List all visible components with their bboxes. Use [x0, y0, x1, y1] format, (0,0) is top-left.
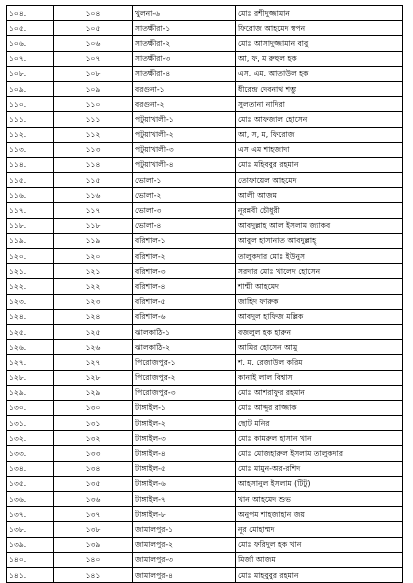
constituency-cell: ভোলা-৩ — [133, 203, 236, 218]
table-row — [7, 567, 403, 582]
seat-number-cell: ১৩৫ — [54, 476, 133, 491]
seat-number-cell: ১০৬ — [54, 36, 133, 51]
constituency-cell: বরিশাল-৬ — [133, 309, 236, 324]
serial-cell: ১৩০. — [7, 400, 54, 415]
serial-cell: ১৩৬. — [7, 492, 54, 507]
constituency-cell: টাঙ্গাইল-২ — [133, 416, 236, 431]
table-row — [7, 416, 403, 431]
constituency-cell: পটুয়াখালী-১ — [133, 112, 236, 127]
serial-cell: ১০৬. — [7, 36, 54, 51]
table-row — [7, 51, 403, 66]
seat-number-cell: ১৩৩ — [54, 446, 133, 461]
constituency-cell: পিরোজপুর-১ — [133, 355, 236, 370]
seat-number-cell: ১৩৪ — [54, 461, 133, 476]
member-name-cell: কানাই লাল বিশ্বাস — [236, 370, 403, 385]
table-row — [7, 279, 403, 294]
serial-cell: ১২৩. — [7, 294, 54, 309]
table-row — [7, 324, 403, 339]
constituency-cell: বরগুনা-১ — [133, 81, 236, 96]
member-name-cell: সরদার মোঃ খালেদ হোসেন — [236, 264, 403, 279]
member-name-cell: বজলুল হক হারুন — [236, 324, 403, 339]
member-name-cell: মির্জা আজম — [236, 552, 403, 567]
serial-cell: ১২৫. — [7, 324, 54, 339]
table-row — [7, 446, 403, 461]
seat-number-cell: ১৩২ — [54, 431, 133, 446]
serial-cell: ১১৫. — [7, 173, 54, 188]
constituency-cell: বরিশাল-৩ — [133, 264, 236, 279]
constituency-cell: টাঙ্গাইল-৩ — [133, 431, 236, 446]
seat-number-cell: ১২৭ — [54, 355, 133, 370]
serial-cell: ১০৮. — [7, 66, 54, 81]
serial-cell: ১২২. — [7, 279, 54, 294]
serial-cell: ১৩১. — [7, 416, 54, 431]
member-name-cell: মোঃ মাহবুবুর রহমান — [236, 567, 403, 582]
constituency-cell: টাঙ্গাইল-৫ — [133, 461, 236, 476]
constituency-cell: সাতক্ষীরা-৪ — [133, 66, 236, 81]
member-name-cell: আবদুল্লাহ আল ইসলাম জ্যাকব — [236, 218, 403, 233]
member-name-cell: শ. ম. রেজাউল করিম — [236, 355, 403, 370]
constituency-cell: পিরোজপুর-২ — [133, 370, 236, 385]
member-name-cell: তালুকদার মোঃ ইউনুস — [236, 249, 403, 264]
constituency-cell: জামালপুর-৩ — [133, 552, 236, 567]
constituency-cell: টাঙ্গাইল-৮ — [133, 507, 236, 522]
serial-cell: ১১৩. — [7, 142, 54, 157]
seat-number-cell: ১২১ — [54, 264, 133, 279]
serial-cell: ১০৭. — [7, 51, 54, 66]
seat-number-cell: ১২৫ — [54, 324, 133, 339]
member-name-cell: মোঃ মোজহারুল ইসলাম তালুকদার — [236, 446, 403, 461]
constituency-cell: জামালপুর-১ — [133, 522, 236, 537]
seat-number-cell: ১০৯ — [54, 81, 133, 96]
serial-cell: ১৩২. — [7, 431, 54, 446]
constituency-cell: ঝালকাঠি-২ — [133, 340, 236, 355]
seat-number-cell: ১৩১ — [54, 416, 133, 431]
serial-cell: ১১৮. — [7, 218, 54, 233]
constituency-cell: পিরোজপুর-৩ — [133, 385, 236, 400]
table-row — [7, 218, 403, 233]
table-row — [7, 507, 403, 522]
seat-number-cell: ১১৪ — [54, 157, 133, 172]
table-row — [7, 97, 403, 112]
constituency-cell: বরিশাল-৪ — [133, 279, 236, 294]
table-row — [7, 6, 403, 21]
serial-cell: ১২৬. — [7, 340, 54, 355]
constituency-cell: বরিশাল-১ — [133, 233, 236, 248]
table-row — [7, 264, 403, 279]
member-name-cell: অনুপম শাহজাহান জয় — [236, 507, 403, 522]
table-row — [7, 370, 403, 385]
seat-number-cell: ১২৪ — [54, 309, 133, 324]
serial-cell: ১৩৮. — [7, 522, 54, 537]
seat-number-cell: ১২৮ — [54, 370, 133, 385]
constituency-cell: বরিশাল-২ — [133, 249, 236, 264]
seat-number-cell: ১২০ — [54, 249, 133, 264]
member-name-cell: আমির হোসেন আমু — [236, 340, 403, 355]
serial-cell: ১১২. — [7, 127, 54, 142]
table-row — [7, 188, 403, 203]
seat-number-cell: ১১৬ — [54, 188, 133, 203]
seat-number-cell: ১১৩ — [54, 142, 133, 157]
member-name-cell: জাহিদ ফারুক — [236, 294, 403, 309]
table-row — [7, 309, 403, 324]
seat-number-cell: ১০৮ — [54, 66, 133, 81]
member-name-cell: তোফায়েল আহমেদ — [236, 173, 403, 188]
seat-number-cell: ১১৫ — [54, 173, 133, 188]
constituency-cell: টাঙ্গাইল-১ — [133, 400, 236, 415]
serial-cell: ১২১. — [7, 264, 54, 279]
seat-number-cell: ১২৯ — [54, 385, 133, 400]
member-name-cell: আলী আজম — [236, 188, 403, 203]
member-name-cell: মোঃ আফজাল হোসেন — [236, 112, 403, 127]
member-name-cell: মোঃ ফরিদুল হক খান — [236, 537, 403, 552]
constituency-cell: টাঙ্গাইল-৪ — [133, 446, 236, 461]
seat-number-cell: ১১২ — [54, 127, 133, 142]
seat-number-cell: ১৪০ — [54, 552, 133, 567]
seat-number-cell: ১৩৬ — [54, 492, 133, 507]
constituency-cell: ঝালকাঠি-১ — [133, 324, 236, 339]
member-name-cell: মোঃ আসাদুজ্জামান বাবু — [236, 36, 403, 51]
table-row — [7, 340, 403, 355]
table-row — [7, 249, 403, 264]
seat-number-cell: ১১০ — [54, 97, 133, 112]
seat-number-cell: ১২৬ — [54, 340, 133, 355]
constituency-cell: বরগুনা-২ — [133, 97, 236, 112]
seat-number-cell: ১৪১ — [54, 567, 133, 582]
constituency-cell: সাতক্ষীরা-৩ — [133, 51, 236, 66]
serial-cell: ১১৬. — [7, 188, 54, 203]
constituency-cell: ভোলা-৪ — [133, 218, 236, 233]
constituency-cell: টাঙ্গাইল-৬ — [133, 476, 236, 491]
constituency-cell: বরিশাল-৫ — [133, 294, 236, 309]
member-name-cell: খান আহমেদ শুভ — [236, 492, 403, 507]
member-name-cell: শাম্মী আহমেদ — [236, 279, 403, 294]
member-name-cell: মোঃ আশরাফুর রহমান — [236, 385, 403, 400]
member-name-cell: আবদুল হাফিজ মল্লিক — [236, 309, 403, 324]
table-row — [7, 173, 403, 188]
serial-cell: ১৩৩. — [7, 446, 54, 461]
serial-cell: ১০৫. — [7, 21, 54, 36]
table-row — [7, 66, 403, 81]
constituency-cell: পটুয়াখালী-৪ — [133, 157, 236, 172]
member-name-cell: ফিরোজ আহমেদ স্বপন — [236, 21, 403, 36]
table-body — [7, 6, 403, 583]
seat-number-cell: ১২৩ — [54, 294, 133, 309]
constituency-cell: জামালপুর-২ — [133, 537, 236, 552]
serial-cell: ১২৪. — [7, 309, 54, 324]
table-row — [7, 127, 403, 142]
seat-number-cell: ১৩৯ — [54, 537, 133, 552]
serial-cell: ১১৭. — [7, 203, 54, 218]
table-row — [7, 400, 403, 415]
table-row — [7, 385, 403, 400]
seat-number-cell: ১৩৭ — [54, 507, 133, 522]
serial-cell: ১২৭. — [7, 355, 54, 370]
candidate-table — [6, 5, 403, 583]
serial-cell: ১১৪. — [7, 157, 54, 172]
serial-cell: ১১০. — [7, 97, 54, 112]
member-name-cell: মোঃ রশীদুজ্জামান — [236, 6, 403, 21]
constituency-cell: সাতক্ষীরা-১ — [133, 21, 236, 36]
constituency-cell: পটুয়াখালী-২ — [133, 127, 236, 142]
member-name-cell: মোঃ মহিববুর রহমান — [236, 157, 403, 172]
member-name-cell: এস এম শাহজাদা — [236, 142, 403, 157]
serial-cell: ১৩৪. — [7, 461, 54, 476]
table-row — [7, 21, 403, 36]
table-row — [7, 81, 403, 96]
table-row — [7, 461, 403, 476]
serial-cell: ১৩৭. — [7, 507, 54, 522]
constituency-cell: সাতক্ষীরা-২ — [133, 36, 236, 51]
constituency-cell: খুলনা-৬ — [133, 6, 236, 21]
table-row — [7, 431, 403, 446]
member-name-cell: আ, স, ম, ফিরোজ — [236, 127, 403, 142]
seat-number-cell: ১০৫ — [54, 21, 133, 36]
constituency-cell: ভোলা-২ — [133, 188, 236, 203]
member-name-cell: নূর মোহাম্মদ — [236, 522, 403, 537]
member-name-cell: মোঃ মামুন-অর-রশিদ — [236, 461, 403, 476]
serial-cell: ১২৯. — [7, 385, 54, 400]
table-row — [7, 112, 403, 127]
member-name-cell: ছোট মনির — [236, 416, 403, 431]
serial-cell: ১৩৫. — [7, 476, 54, 491]
table-row — [7, 492, 403, 507]
member-name-cell: আবুল হাসানাত আবদুল্লাহ্‌ — [236, 233, 403, 248]
member-name-cell: আ, ফ, ম রুহুল হক — [236, 51, 403, 66]
document-page — [6, 5, 402, 583]
table-row — [7, 537, 403, 552]
table-row — [7, 36, 403, 51]
member-name-cell: মোঃ আব্দুর রাজ্জাক — [236, 400, 403, 415]
serial-cell: ১০৪. — [7, 6, 54, 21]
table-row — [7, 157, 403, 172]
constituency-cell: টাঙ্গাইল-৭ — [133, 492, 236, 507]
seat-number-cell: ১২২ — [54, 279, 133, 294]
seat-number-cell: ১১৭ — [54, 203, 133, 218]
table-row — [7, 294, 403, 309]
serial-cell: ১০৯. — [7, 81, 54, 96]
member-name-cell: ধীরেন্দ্র দেবনাথ শম্ভু — [236, 81, 403, 96]
serial-cell: ১১৯. — [7, 233, 54, 248]
serial-cell: ১৪১. — [7, 567, 54, 582]
member-name-cell: মোঃ কামরুল হাসান খান — [236, 431, 403, 446]
member-name-cell: এস. এম. আতাউল হক — [236, 66, 403, 81]
constituency-cell: ভোলা-১ — [133, 173, 236, 188]
table-row — [7, 355, 403, 370]
serial-cell: ১৩৯. — [7, 537, 54, 552]
serial-cell: ১৪০. — [7, 552, 54, 567]
seat-number-cell: ১০৭ — [54, 51, 133, 66]
table-row — [7, 522, 403, 537]
serial-cell: ১২৮. — [7, 370, 54, 385]
table-row — [7, 142, 403, 157]
seat-number-cell: ১৩০ — [54, 400, 133, 415]
member-name-cell: নূরন্নবী চৌধুরী — [236, 203, 403, 218]
table-row — [7, 233, 403, 248]
seat-number-cell: ১১৯ — [54, 233, 133, 248]
serial-cell: ১২০. — [7, 249, 54, 264]
table-row — [7, 203, 403, 218]
seat-number-cell: ১০৪ — [54, 6, 133, 21]
table-row — [7, 552, 403, 567]
constituency-cell: পটুয়াখালী-৩ — [133, 142, 236, 157]
member-name-cell: আহসানুল ইসলাম (টিটু) — [236, 476, 403, 491]
seat-number-cell: ১১১ — [54, 112, 133, 127]
member-name-cell: সুলতানা নাদিরা — [236, 97, 403, 112]
serial-cell: ১১১. — [7, 112, 54, 127]
seat-number-cell: ১১৮ — [54, 218, 133, 233]
table-row — [7, 476, 403, 491]
seat-number-cell: ১৩৮ — [54, 522, 133, 537]
constituency-cell: জামালপুর-৪ — [133, 567, 236, 582]
